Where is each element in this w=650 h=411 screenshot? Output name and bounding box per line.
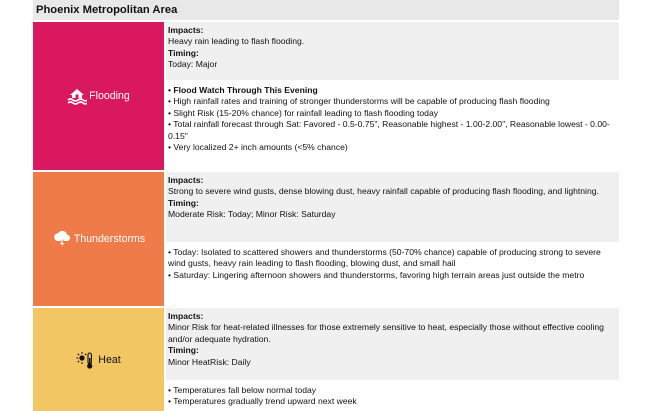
bullet-item: • High rainfall rates and training of stronger thunderstorms will be capable of producing flash flooding: [168, 96, 550, 107]
thunderstorm-cloud-icon: [52, 230, 72, 248]
bullet-item: • Temperatures fall below normal today: [168, 385, 317, 395]
hazard-name: Flooding: [89, 90, 130, 102]
hazard-label-cell: [33, 308, 164, 411]
hazard-row-heat: [33, 308, 619, 411]
details-block: [166, 80, 619, 170]
hazard-row-thunderstorms: [33, 172, 619, 306]
flood-house-icon: [67, 87, 87, 105]
area-title: Phoenix Metropolitan Area: [33, 0, 619, 20]
impacts-block: [166, 308, 619, 380]
bullet-item: • Saturday: Lingering afternoon showers and thunderstorms, favoring high terrain areas just outside the metro: [168, 269, 585, 280]
hazard-name: Thunderstorms: [73, 233, 146, 245]
timing-text: Minor HeatRisk: Daily: [168, 356, 251, 367]
hazard-label-cell: [33, 22, 164, 170]
details-block: [166, 380, 619, 411]
bullet-item: • Temperatures gradually trend upward next week: [168, 396, 357, 407]
hazard-row-flooding: [33, 22, 619, 170]
bullet-item: • Today: Isolated to scattered showers and thunderstorms (50-70% chance) capable of producing strong to severe wind gusts, heavy rain leading to flash flooding, blowing dust, and small hail: [168, 247, 601, 269]
bullet-item: • Total rainfall forecast through Sat: Favored - 0.5-0.75", Reasonable highest - 1.00-2.00", Reasonable lowest - 0.00-0.15": [168, 119, 610, 141]
impacts-label: Impacts:: [168, 311, 204, 321]
details-block: [166, 242, 619, 306]
timing-label: Timing:: [168, 47, 199, 58]
impacts-label: Impacts:: [168, 175, 204, 185]
timing-label: Timing:: [168, 197, 199, 208]
hazard-briefing-table: [33, 0, 619, 411]
impacts-text: Heavy rain leading to flash flooding.: [168, 36, 305, 47]
impacts-text: Strong to severe wind gusts, dense blowing dust, heavy rainfall capable of producing flash flooding, and lightning.: [168, 186, 599, 197]
bullet-item: • Very localized 2+ inch amounts (<5% chance): [168, 142, 348, 153]
bullet-item: • Flood Watch Through This Evening: [168, 85, 318, 95]
bullet-item: • Slight Risk (15-20% chance) for rainfall leading to flash flooding today: [168, 107, 439, 118]
impacts-text: Minor Risk for heat-related illnesses for those extremely sensitive to heat, especially those without effective cooling and/or adequate hydration.: [168, 322, 604, 344]
sun-thermometer-icon: [76, 350, 96, 370]
timing-label: Timing:: [168, 345, 199, 356]
impacts-label: Impacts:: [168, 25, 204, 35]
impacts-block: [166, 172, 619, 242]
timing-text: Today: Major: [168, 59, 218, 70]
timing-text: Moderate Risk: Today; Minor Risk: Saturday: [168, 209, 336, 220]
impacts-block: [166, 22, 619, 80]
hazard-name: Heat: [98, 353, 121, 366]
hazard-label-cell: [33, 172, 164, 306]
